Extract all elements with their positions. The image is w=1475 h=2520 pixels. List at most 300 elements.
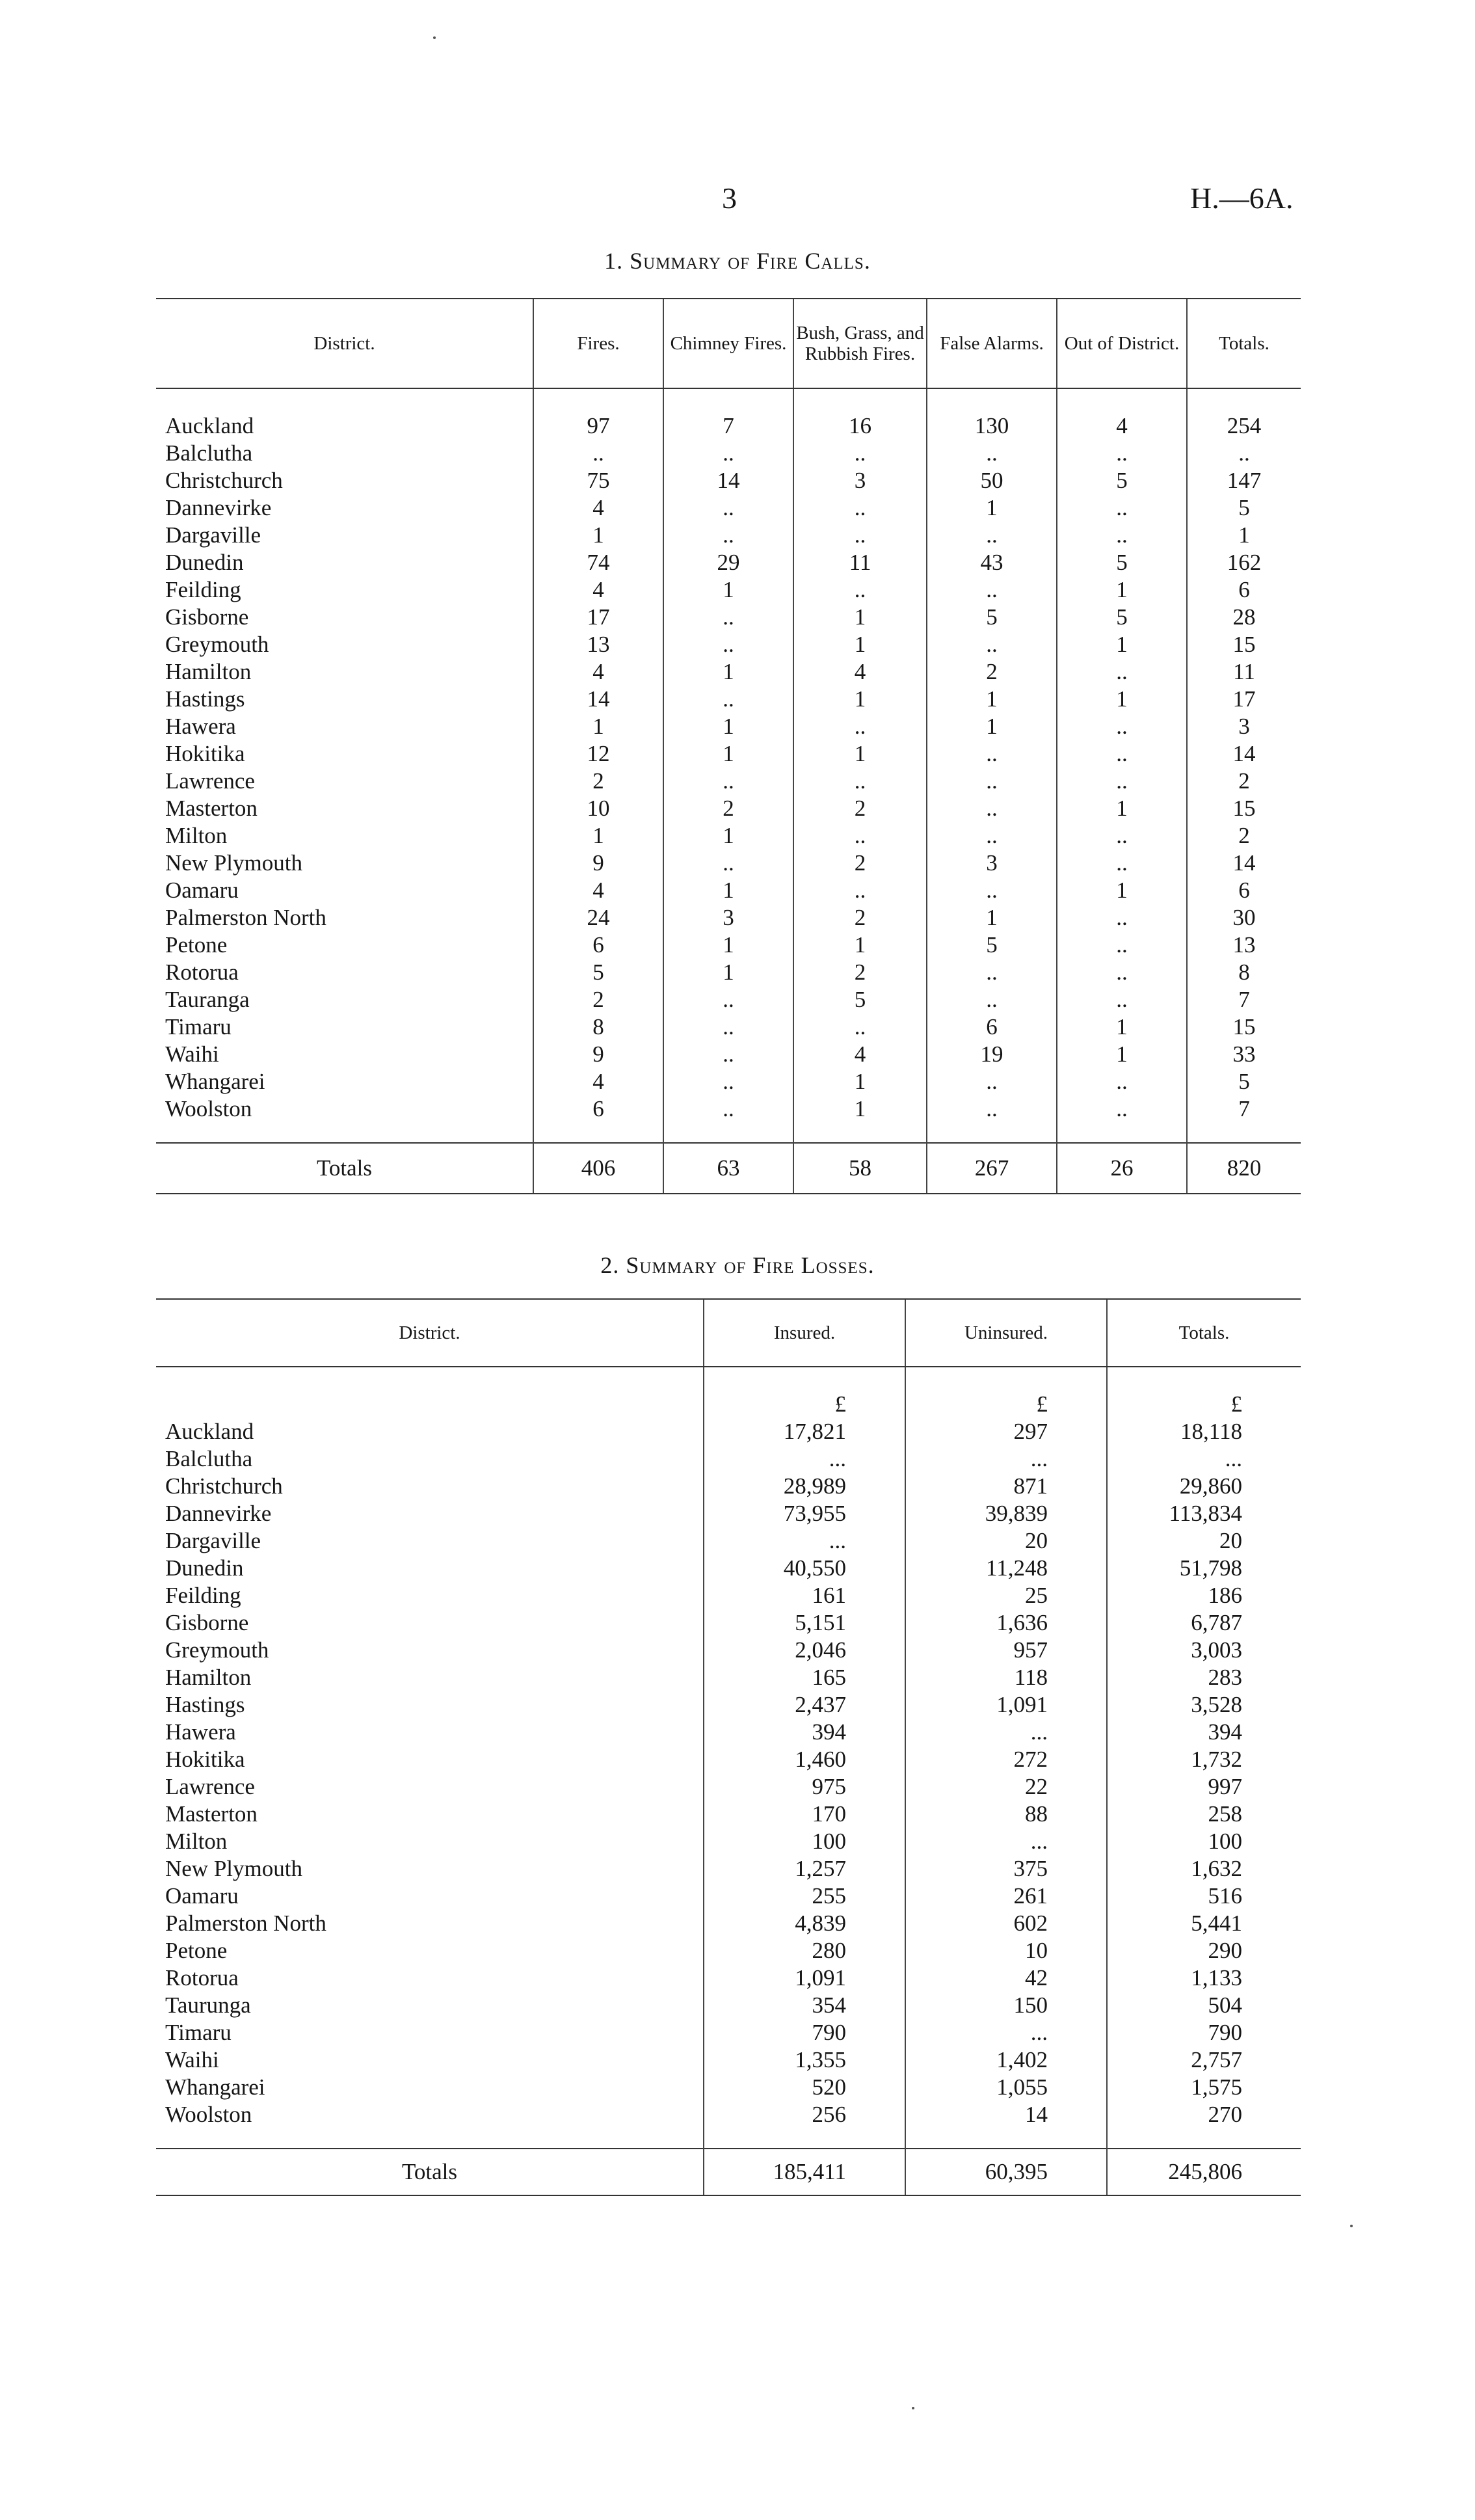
losses-cell: 186 <box>1107 1582 1301 1609</box>
spacer-cell <box>533 1123 663 1143</box>
fire-losses-row <box>156 1855 1301 1883</box>
fire-losses-row <box>156 1609 1301 1637</box>
calls-cell: .. <box>1057 986 1187 1013</box>
losses-cell: 256 <box>704 2101 905 2128</box>
calls-cell: .. <box>793 522 927 549</box>
losses-cell: 354 <box>704 1992 905 2019</box>
district-name: Feilding <box>165 1583 241 1608</box>
fire-losses-row <box>156 1746 1301 1773</box>
district-name: Christchurch <box>165 1473 283 1499</box>
totals-label: Totals <box>156 1143 533 1194</box>
losses-cell: 20 <box>905 1527 1107 1555</box>
losses-cell: ... <box>704 1527 905 1555</box>
totals-cell: 26 <box>1057 1143 1187 1194</box>
calls-cell: .. <box>663 494 793 522</box>
district-name: Taurunga <box>165 1992 251 2018</box>
spacer-cell <box>156 1391 704 1418</box>
calls-cell: 254 <box>1187 412 1301 440</box>
district-name: Petone <box>165 1938 228 1963</box>
district-name: Dargaville <box>165 1528 261 1553</box>
calls-cell: 75 <box>533 467 663 494</box>
calls-cell: 10 <box>533 795 663 822</box>
losses-cell: 790 <box>704 2019 905 2046</box>
spacer-cell <box>156 2128 704 2149</box>
calls-cell: 50 <box>927 467 1057 494</box>
calls-cell: 130 <box>927 412 1057 440</box>
fire-losses-body <box>156 1367 1301 2195</box>
losses-cell: ... <box>1107 1445 1301 1473</box>
calls-cell: 4 <box>533 877 663 904</box>
district-name: Dannevirke <box>165 1501 272 1526</box>
spacer-cell <box>905 1367 1107 1391</box>
calls-cell: .. <box>663 686 793 713</box>
calls-cell: 6 <box>1187 877 1301 904</box>
calls-cell: 1 <box>1187 522 1301 549</box>
calls-cell: 15 <box>1187 795 1301 822</box>
calls-cell: 11 <box>793 549 927 576</box>
losses-cell: 29,860 <box>1107 1473 1301 1500</box>
calls-cell: 2 <box>793 959 927 986</box>
calls-cell: 15 <box>1187 631 1301 658</box>
totals-cell: 63 <box>663 1143 793 1194</box>
paper-reference: H.—6A. <box>1190 181 1294 215</box>
spacer-row <box>156 2128 1301 2149</box>
spacer-cell <box>793 1123 927 1143</box>
fire-calls-row <box>156 1095 1301 1123</box>
losses-cell: 1,460 <box>704 1746 905 1773</box>
fire-calls-title: 1. Summary of Fire Calls. <box>604 248 871 274</box>
calls-cell: 8 <box>533 1013 663 1041</box>
calls-cell: .. <box>927 440 1057 467</box>
fire-calls-row <box>156 822 1301 850</box>
calls-cell: 1 <box>793 1068 927 1095</box>
calls-cell: 2 <box>533 768 663 795</box>
calls-cell: 17 <box>533 604 663 631</box>
fire-calls-row <box>156 768 1301 795</box>
calls-cell: .. <box>663 1095 793 1123</box>
calls-cell: 1 <box>927 713 1057 740</box>
fire-losses-row <box>156 2046 1301 2074</box>
calls-cell: 1 <box>927 904 1057 932</box>
fire-losses-row <box>156 1992 1301 2019</box>
losses-cell: 100 <box>1107 1828 1301 1855</box>
losses-cell: 1,055 <box>905 2074 1107 2101</box>
losses-cell: 1,632 <box>1107 1855 1301 1883</box>
district-name: Dannevirke <box>165 495 272 520</box>
district-name: Woolston <box>165 2102 252 2127</box>
district-name: Rotorua <box>165 1965 239 1991</box>
calls-cell: 4 <box>1057 412 1187 440</box>
calls-cell: 1 <box>663 658 793 686</box>
spacer-cell <box>1187 1123 1301 1143</box>
totals-cell: 58 <box>793 1143 927 1194</box>
district-name: Woolston <box>165 1096 252 1121</box>
spacer-row <box>156 388 1301 412</box>
losses-cell: 394 <box>704 1719 905 1746</box>
district-name: Hawera <box>165 1719 236 1745</box>
fire-losses-row <box>156 1828 1301 1855</box>
currency-symbol: £ <box>704 1391 905 1418</box>
losses-cell: 165 <box>704 1664 905 1691</box>
fire-calls-row <box>156 932 1301 959</box>
calls-cell: 1 <box>1057 576 1187 604</box>
losses-cell: 73,955 <box>704 1500 905 1527</box>
losses-cell: 375 <box>905 1855 1107 1883</box>
calls-cell: 14 <box>663 467 793 494</box>
fire-calls-row <box>156 467 1301 494</box>
spacer-cell <box>704 1367 905 1391</box>
losses-cell: 100 <box>704 1828 905 1855</box>
calls-cell: .. <box>1057 658 1187 686</box>
calls-cell: 1 <box>663 877 793 904</box>
district-name: Oamaru <box>165 1883 239 1909</box>
losses-cell: 2,757 <box>1107 2046 1301 2074</box>
calls-cell: 5 <box>927 604 1057 631</box>
district-name: Greymouth <box>165 1637 269 1663</box>
district-name: Waihi <box>165 1041 219 1067</box>
district-name: Lawrence <box>165 1774 255 1799</box>
district-name: Feilding <box>165 577 241 602</box>
losses-cell: 17,821 <box>704 1418 905 1445</box>
calls-cell: 1 <box>793 1095 927 1123</box>
district-name: Dunedin <box>165 1555 244 1581</box>
spacer-cell <box>156 1123 533 1143</box>
calls-cell: 5 <box>1057 467 1187 494</box>
calls-cell: .. <box>663 522 793 549</box>
fire-losses-row <box>156 1773 1301 1801</box>
losses-cell: 602 <box>905 1910 1107 1937</box>
calls-cell: 4 <box>533 494 663 522</box>
calls-cell: 7 <box>1187 1095 1301 1123</box>
fire-losses-row <box>156 1473 1301 1500</box>
calls-cell: 24 <box>533 904 663 932</box>
losses-cell: 3,528 <box>1107 1691 1301 1719</box>
calls-cell: .. <box>793 1013 927 1041</box>
fire-calls-col-fires: Fires. <box>533 299 663 388</box>
spacer-row <box>156 1367 1301 1391</box>
losses-cell: 5,151 <box>704 1609 905 1637</box>
calls-cell: 1 <box>663 822 793 850</box>
fire-calls-col-district: District. <box>156 299 533 388</box>
spacer-cell <box>663 388 793 412</box>
district-name: Palmerston North <box>165 1910 326 1936</box>
spacer-cell <box>927 388 1057 412</box>
calls-cell: 1 <box>663 932 793 959</box>
calls-cell: 4 <box>533 1068 663 1095</box>
district-name: Balclutha <box>165 440 253 466</box>
spacer-cell <box>1107 2128 1301 2149</box>
currency-symbol: £ <box>905 1391 1107 1418</box>
fire-calls-row <box>156 904 1301 932</box>
calls-cell: 4 <box>793 1041 927 1068</box>
totals-cell: 820 <box>1187 1143 1301 1194</box>
calls-cell: 2 <box>1187 822 1301 850</box>
calls-cell: 147 <box>1187 467 1301 494</box>
losses-cell: 39,839 <box>905 1500 1107 1527</box>
fire-losses-totals-row <box>156 2149 1301 2195</box>
fire-calls-col-chimney: Chimney Fires. <box>663 299 793 388</box>
losses-cell: 520 <box>704 2074 905 2101</box>
fire-calls-row <box>156 549 1301 576</box>
calls-cell: 1 <box>927 686 1057 713</box>
district-name: Balclutha <box>165 1446 253 1471</box>
fire-losses-row <box>156 2019 1301 2046</box>
calls-cell: .. <box>793 768 927 795</box>
fire-calls-row <box>156 631 1301 658</box>
district-name: Whangarei <box>165 1069 265 1094</box>
page-number: 3 <box>722 181 737 215</box>
calls-cell: .. <box>1057 440 1187 467</box>
fire-losses-row <box>156 1801 1301 1828</box>
fire-calls-row <box>156 795 1301 822</box>
losses-cell: 170 <box>704 1801 905 1828</box>
fire-calls-row <box>156 494 1301 522</box>
spacer-cell <box>156 388 533 412</box>
losses-cell: ... <box>905 2019 1107 2046</box>
losses-cell: 261 <box>905 1883 1107 1910</box>
fire-calls-body <box>156 388 1301 1194</box>
calls-cell: 1 <box>1057 1013 1187 1041</box>
calls-cell: 33 <box>1187 1041 1301 1068</box>
losses-cell: 25 <box>905 1582 1107 1609</box>
district-name: Tauranga <box>165 987 250 1012</box>
district-name: Christchurch <box>165 468 283 493</box>
calls-cell: 1 <box>1057 795 1187 822</box>
fire-calls-totals-row <box>156 1143 1301 1194</box>
calls-cell: 2 <box>663 795 793 822</box>
fire-calls-col-out-of-district: Out of District. <box>1057 299 1187 388</box>
fire-calls-row <box>156 658 1301 686</box>
fire-calls-row <box>156 1068 1301 1095</box>
totals-cell: 406 <box>533 1143 663 1194</box>
calls-cell: 4 <box>533 658 663 686</box>
losses-cell: 1,355 <box>704 2046 905 2074</box>
losses-cell: 18,118 <box>1107 1418 1301 1445</box>
losses-cell: 283 <box>1107 1664 1301 1691</box>
calls-cell: 5 <box>1187 1068 1301 1095</box>
fire-calls-row <box>156 850 1301 877</box>
losses-cell: 22 <box>905 1773 1107 1801</box>
fire-calls-row <box>156 576 1301 604</box>
fire-losses-row <box>156 1664 1301 1691</box>
calls-cell: 19 <box>927 1041 1057 1068</box>
fire-calls-row <box>156 412 1301 440</box>
spacer-cell <box>663 1123 793 1143</box>
spacer-cell <box>927 1123 1057 1143</box>
fire-losses-col-totals: Totals. <box>1107 1299 1301 1367</box>
calls-cell: .. <box>927 768 1057 795</box>
calls-cell: .. <box>793 822 927 850</box>
losses-cell: 504 <box>1107 1992 1301 2019</box>
calls-cell: .. <box>927 1095 1057 1123</box>
fire-losses-row <box>156 1910 1301 1937</box>
losses-cell: 1,575 <box>1107 2074 1301 2101</box>
district-name: Palmerston North <box>165 905 326 930</box>
losses-cell: 5,441 <box>1107 1910 1301 1937</box>
calls-cell: 6 <box>1187 576 1301 604</box>
calls-cell: 3 <box>663 904 793 932</box>
losses-cell: 10 <box>905 1937 1107 1964</box>
fire-calls-row <box>156 959 1301 986</box>
district-name: Masterton <box>165 1801 258 1827</box>
fire-calls-row <box>156 986 1301 1013</box>
calls-cell: 13 <box>533 631 663 658</box>
losses-cell: 14 <box>905 2101 1107 2128</box>
district-name: Hawera <box>165 714 236 739</box>
calls-cell: 12 <box>533 740 663 768</box>
losses-cell: 42 <box>905 1964 1107 1992</box>
calls-cell: 1 <box>1057 686 1187 713</box>
losses-cell: 4,839 <box>704 1910 905 1937</box>
calls-cell: 14 <box>533 686 663 713</box>
totals-cell: 245,806 <box>1107 2149 1301 2195</box>
district-name: Waihi <box>165 2047 219 2072</box>
calls-cell: 1 <box>793 740 927 768</box>
district-name: Whangarei <box>165 2074 265 2100</box>
calls-cell: 1 <box>663 740 793 768</box>
fire-calls-header-row <box>156 299 1301 388</box>
losses-cell: 88 <box>905 1801 1107 1828</box>
fire-calls-col-false-alarms: False Alarms. <box>927 299 1057 388</box>
calls-cell: .. <box>663 604 793 631</box>
fire-calls-row <box>156 1041 1301 1068</box>
calls-cell: 74 <box>533 549 663 576</box>
losses-cell: 258 <box>1107 1801 1301 1828</box>
calls-cell: 6 <box>533 932 663 959</box>
calls-cell: .. <box>663 440 793 467</box>
calls-cell: .. <box>927 986 1057 1013</box>
calls-cell: 4 <box>793 658 927 686</box>
calls-cell: .. <box>927 959 1057 986</box>
district-name: Gisborne <box>165 1610 249 1635</box>
fire-calls-row <box>156 686 1301 713</box>
district-name: Milton <box>165 1829 228 1854</box>
calls-cell: .. <box>663 1013 793 1041</box>
losses-cell: 394 <box>1107 1719 1301 1746</box>
losses-cell: 2,437 <box>704 1691 905 1719</box>
calls-cell: 2 <box>927 658 1057 686</box>
spacer-cell <box>156 1367 704 1391</box>
district-name: Greymouth <box>165 632 269 657</box>
calls-cell: 7 <box>1187 986 1301 1013</box>
fire-losses-row <box>156 1691 1301 1719</box>
calls-cell: .. <box>533 440 663 467</box>
calls-cell: .. <box>1057 822 1187 850</box>
calls-cell: .. <box>927 877 1057 904</box>
calls-cell: 2 <box>793 850 927 877</box>
spacer-cell <box>1057 1123 1187 1143</box>
totals-cell: 60,395 <box>905 2149 1107 2195</box>
calls-cell: 1 <box>793 631 927 658</box>
losses-cell: 280 <box>704 1937 905 1964</box>
losses-cell: 790 <box>1107 2019 1301 2046</box>
calls-cell: .. <box>927 1068 1057 1095</box>
losses-cell: 997 <box>1107 1773 1301 1801</box>
calls-cell: .. <box>793 440 927 467</box>
district-name: Masterton <box>165 796 258 821</box>
calls-cell: 97 <box>533 412 663 440</box>
calls-cell: 2 <box>1187 768 1301 795</box>
losses-cell: 51,798 <box>1107 1555 1301 1582</box>
district-name: Auckland <box>165 413 254 438</box>
losses-cell: 270 <box>1107 2101 1301 2128</box>
calls-cell: 29 <box>663 549 793 576</box>
spacer-cell <box>704 2128 905 2149</box>
fire-losses-row <box>156 1883 1301 1910</box>
calls-cell: 9 <box>533 850 663 877</box>
losses-cell: 975 <box>704 1773 905 1801</box>
calls-cell: .. <box>663 1068 793 1095</box>
district-name: Timaru <box>165 1014 232 1039</box>
calls-cell: 2 <box>533 986 663 1013</box>
fire-losses-row <box>156 1582 1301 1609</box>
fire-calls-row <box>156 877 1301 904</box>
losses-cell: 1,091 <box>905 1691 1107 1719</box>
currency-row <box>156 1391 1301 1418</box>
losses-cell: 113,834 <box>1107 1500 1301 1527</box>
calls-cell: 5 <box>1187 494 1301 522</box>
calls-cell: .. <box>663 631 793 658</box>
fire-losses-title: 2. Summary of Fire Losses. <box>600 1252 875 1278</box>
losses-cell: ... <box>905 1445 1107 1473</box>
print-speck <box>433 36 436 39</box>
print-speck <box>912 2407 914 2409</box>
calls-cell: .. <box>1187 440 1301 467</box>
calls-cell: 1 <box>1057 631 1187 658</box>
calls-cell: 5 <box>1057 549 1187 576</box>
spacer-cell <box>1187 388 1301 412</box>
losses-cell: 957 <box>905 1637 1107 1664</box>
calls-cell: 1 <box>927 494 1057 522</box>
calls-cell: 1 <box>1057 877 1187 904</box>
district-name: Milton <box>165 823 228 848</box>
fire-losses-row <box>156 1719 1301 1746</box>
calls-cell: 1 <box>663 959 793 986</box>
losses-cell: 3,003 <box>1107 1637 1301 1664</box>
district-name: Hastings <box>165 1692 245 1717</box>
district-name: Dunedin <box>165 550 244 575</box>
calls-cell: 5 <box>1057 604 1187 631</box>
calls-cell: 1 <box>663 576 793 604</box>
fire-calls-row <box>156 522 1301 549</box>
calls-cell: .. <box>793 877 927 904</box>
losses-cell: ... <box>905 1828 1107 1855</box>
fire-calls-row <box>156 604 1301 631</box>
calls-cell: 2 <box>793 904 927 932</box>
calls-cell: 3 <box>793 467 927 494</box>
losses-cell: 1,732 <box>1107 1746 1301 1773</box>
losses-cell: ... <box>905 1719 1107 1746</box>
calls-cell: 3 <box>1187 713 1301 740</box>
calls-cell: 15 <box>1187 1013 1301 1041</box>
district-name: Hokitika <box>165 1747 245 1772</box>
calls-cell: 30 <box>1187 904 1301 932</box>
calls-cell: .. <box>927 795 1057 822</box>
district-name: Dargaville <box>165 522 261 548</box>
calls-cell: 162 <box>1187 549 1301 576</box>
losses-cell: 1,636 <box>905 1609 1107 1637</box>
calls-cell: .. <box>663 1041 793 1068</box>
fire-calls-row <box>156 440 1301 467</box>
fire-losses-col-district: District. <box>156 1299 704 1367</box>
fire-calls-row <box>156 740 1301 768</box>
totals-cell: 267 <box>927 1143 1057 1194</box>
calls-cell: .. <box>793 576 927 604</box>
calls-cell: 6 <box>927 1013 1057 1041</box>
calls-cell: 4 <box>533 576 663 604</box>
losses-cell: 1,257 <box>704 1855 905 1883</box>
calls-cell: .. <box>927 740 1057 768</box>
